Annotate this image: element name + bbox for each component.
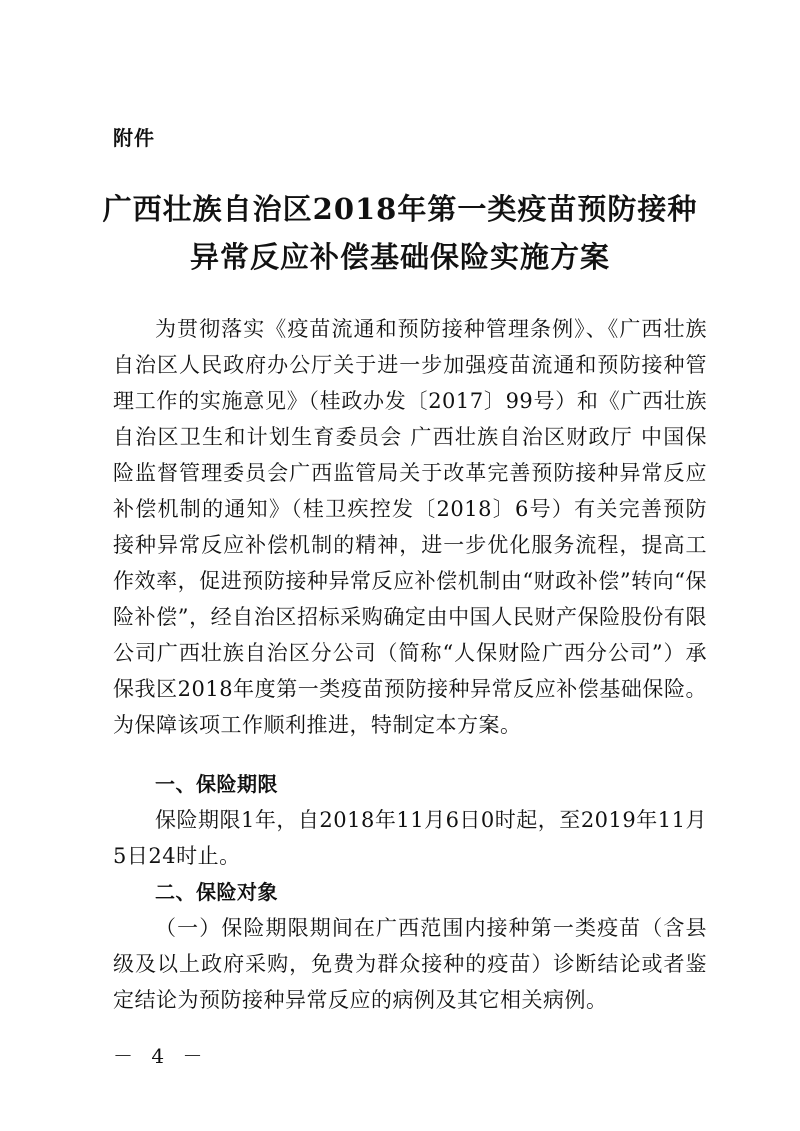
section1-heading: 一、保险期限 — [155, 772, 278, 796]
section1-paragraph-block — [113, 802, 707, 874]
document-title-line2: 异常反应补偿基础保险实施方案 — [189, 240, 610, 274]
section2-heading-block — [113, 874, 707, 910]
intro-paragraph-block — [113, 311, 707, 743]
section1-heading-block — [113, 766, 707, 802]
section2-paragraph-block — [113, 910, 707, 1018]
section2-paragraph: （一）保险期限期间在广西范围内接种第一类疫苗（含县级及以上政府采购，免费为群众接种的疫苗）诊断结论或者鉴定结论为预防接种异常反应的病例及其它相关病例。 — [113, 916, 707, 1012]
section1-paragraph: 保险期限1年，自2018年11月6日0时起，至2019年11月5日24时止。 — [113, 808, 707, 868]
document-title-line1: 广西壮族自治区2018年第一类疫苗预防接种 — [102, 192, 698, 226]
section2-heading: 二、保险对象 — [155, 880, 278, 904]
attachment-label: 附件 — [113, 126, 155, 150]
page-number: － 4 － — [113, 1044, 209, 1068]
intro-paragraph: 为贯彻落实《疫苗流通和预防接种管理条例》、《广西壮族自治区人民政府办公厅关于进一步加强疫苗流通和预防接种管理工作的实施意见》（桂政办发〔2017〕99号）和《广西壮族自治区卫生和计划生育委员会 广西壮族自治区财政厅 中国保险监督管理委员会广西监管局关于改革完善预防接种异常反应补偿机制的通知》（桂卫疾控发〔2018〕6号）有关完善预防接种异常反应补偿机制的精神，进一步优化服务流程，提高工作效率，促进预防接种异常反应补偿机制由“财政补偿”转向“保险补偿”，经自治区招标采购确定由中国人民财产保险股份有限公司广西壮族自治区分公司（简称“人保财险广西分公司”）承保我区2018年度第一类疫苗预防接种异常反应补偿基础保险。为保障该项工作顺利推进，特制定本方案。 — [113, 317, 707, 737]
